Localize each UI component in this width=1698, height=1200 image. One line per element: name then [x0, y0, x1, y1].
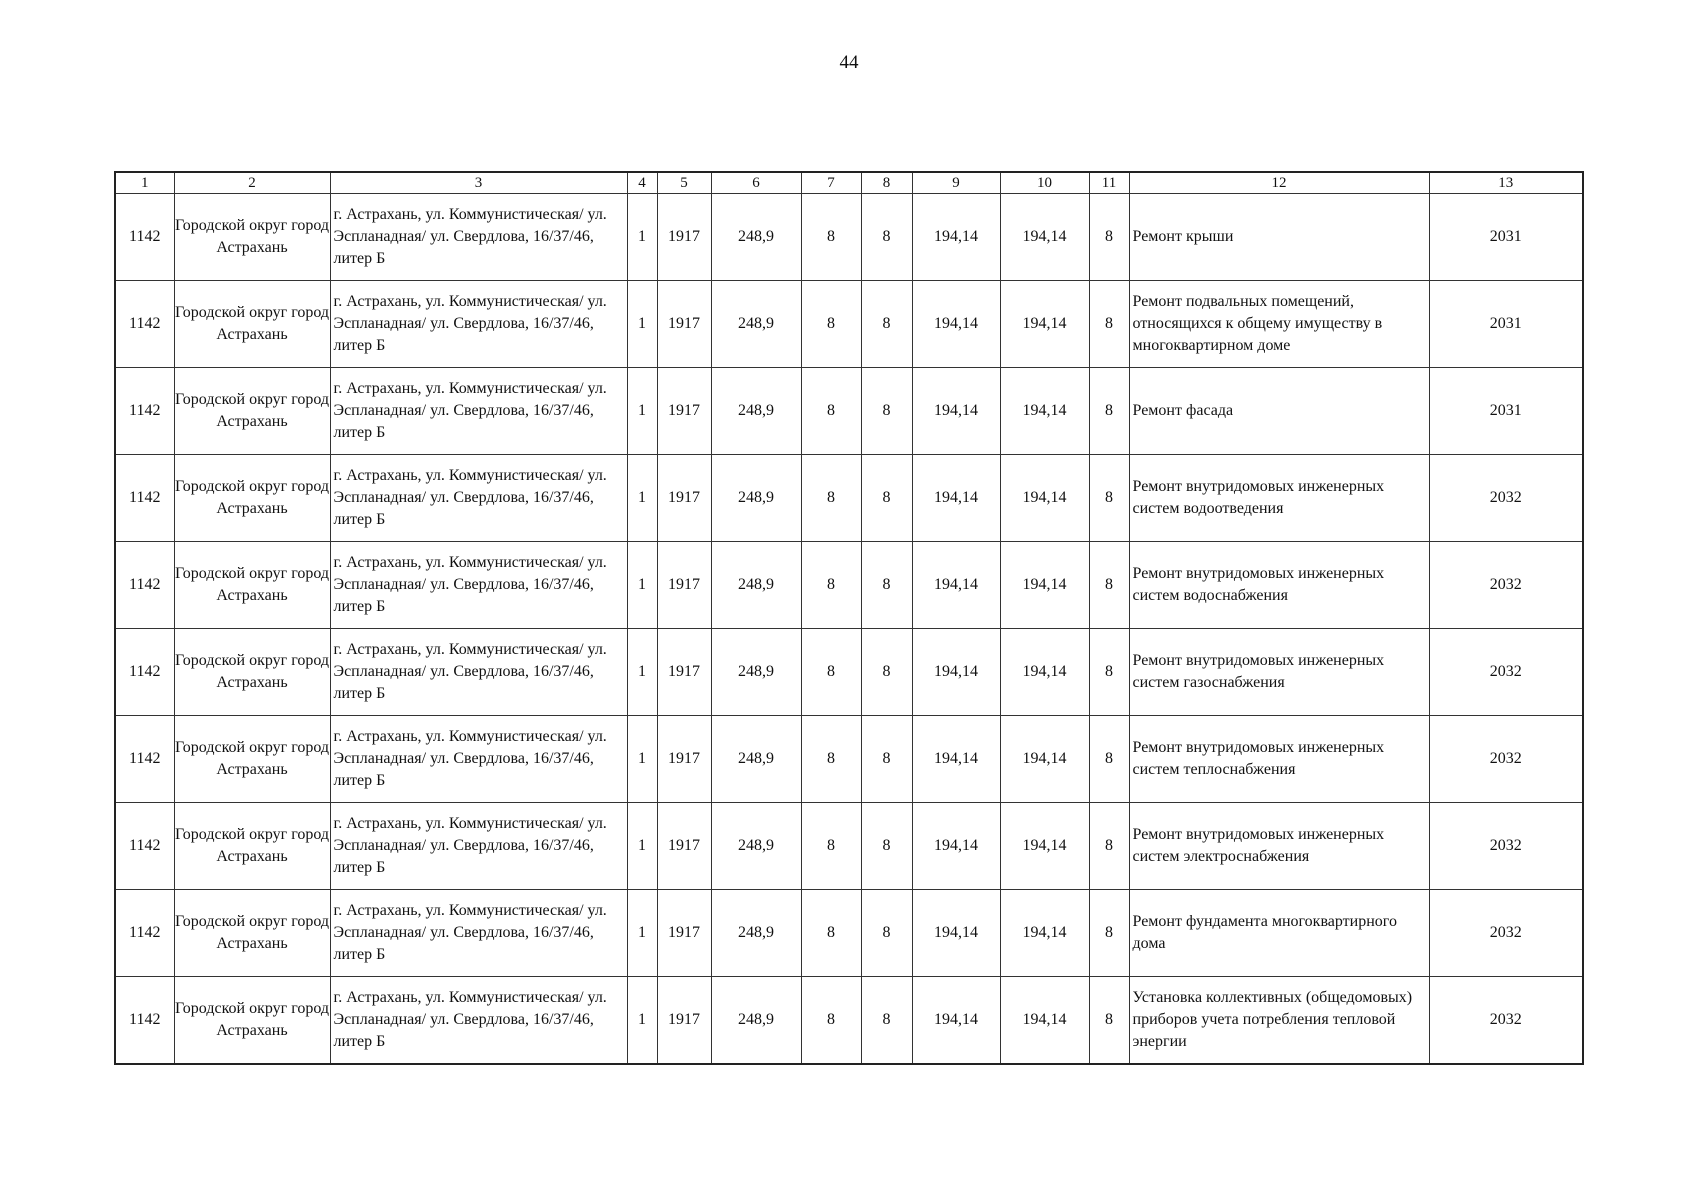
planned-year-cell	[1429, 803, 1583, 890]
planned-year-cell-text: 2032	[1489, 489, 1522, 506]
municipality-cell	[174, 542, 330, 629]
planned-year-cell	[1429, 368, 1583, 455]
column-10-cell	[1000, 368, 1089, 455]
column-10-cell-text: 194,14	[1022, 663, 1067, 680]
column-8-cell-text: 8	[882, 489, 891, 506]
area-cell-text: 248,9	[738, 489, 774, 506]
municipality-cell	[174, 977, 330, 1064]
planned-year-cell-text: 2031	[1489, 315, 1522, 332]
column-10-cell	[1000, 194, 1089, 281]
column-11-cell-text: 8	[1105, 1010, 1113, 1028]
table-row	[115, 455, 1583, 542]
area-cell	[711, 977, 801, 1064]
row-id-cell	[115, 455, 174, 542]
address-cell	[330, 368, 627, 455]
column-9-cell-text: 194,14	[934, 315, 978, 332]
address-cell-text: г. Астрахань, ул. Коммунистическая/ ул. Эспланадная/ ул. Свердлова, 16/37/46, литер Б	[333, 728, 607, 789]
column-11-cell-text: 8	[1105, 750, 1113, 767]
column-number-header: 13	[1429, 172, 1583, 194]
table-row	[115, 803, 1583, 890]
column-11-cell	[1089, 629, 1129, 716]
planned-year-cell-text: 2031	[1489, 228, 1522, 245]
address-cell	[330, 281, 627, 368]
column-10-cell-text: 194,14	[1022, 1010, 1067, 1028]
row-id-cell	[115, 542, 174, 629]
column-number-header: 2	[174, 172, 330, 194]
column-number-header: 1	[115, 172, 174, 194]
column-7-cell-text: 8	[827, 1010, 835, 1028]
table-row	[115, 716, 1583, 803]
column-4-cell-text: 1	[638, 1010, 646, 1028]
area-cell-text: 248,9	[738, 228, 774, 245]
column-7-cell	[801, 890, 861, 977]
area-cell	[711, 716, 801, 803]
column-11-cell	[1089, 890, 1129, 977]
capital-repair-table	[114, 171, 1584, 1065]
column-9-cell-text: 194,14	[934, 402, 978, 419]
municipality-cell	[174, 455, 330, 542]
work-type-cell-text: Ремонт внутридомовых инженерных систем газоснабжения	[1132, 652, 1385, 691]
area-cell-text: 248,9	[738, 663, 774, 680]
municipality-cell	[174, 716, 330, 803]
row-id-cell-text: 1142	[129, 402, 161, 419]
column-8-cell	[861, 542, 912, 629]
year-cell	[657, 542, 711, 629]
planned-year-cell-text: 2032	[1489, 750, 1522, 767]
column-11-cell	[1089, 194, 1129, 281]
planned-year-cell-text: 2032	[1489, 1010, 1522, 1028]
table-row	[115, 281, 1583, 368]
column-11-cell	[1089, 803, 1129, 890]
work-type-cell	[1129, 803, 1429, 890]
year-cell	[657, 803, 711, 890]
work-type-cell-text: Ремонт фасада	[1132, 402, 1234, 419]
column-7-cell-text: 8	[827, 315, 835, 332]
municipality-cell	[174, 629, 330, 716]
column-number-header: 12	[1129, 172, 1429, 194]
column-11-cell-text: 8	[1105, 837, 1113, 854]
address-cell-text: г. Астрахань, ул. Коммунистическая/ ул. Эспланадная/ ул. Свердлова, 16/37/46, литер Б	[333, 554, 607, 615]
column-number-header: 7	[801, 172, 861, 194]
planned-year-cell	[1429, 542, 1583, 629]
area-cell	[711, 803, 801, 890]
column-11-cell	[1089, 368, 1129, 455]
municipality-cell-text: Городской округ город Астрахань	[174, 652, 330, 691]
address-cell	[330, 716, 627, 803]
table-row	[115, 629, 1583, 716]
work-type-cell	[1129, 194, 1429, 281]
year-cell-text: 1917	[668, 750, 700, 767]
planned-year-cell-text: 2031	[1489, 402, 1522, 419]
column-11-cell	[1089, 542, 1129, 629]
work-type-cell-text: Ремонт внутридомовых инженерных систем теплоснабжения	[1132, 739, 1385, 778]
address-cell-text: г. Астрахань, ул. Коммунистическая/ ул. Эспланадная/ ул. Свердлова, 16/37/46, литер Б	[333, 467, 607, 528]
row-id-cell-text: 1142	[129, 489, 161, 506]
municipality-cell	[174, 890, 330, 977]
column-8-cell	[861, 455, 912, 542]
column-10-cell	[1000, 629, 1089, 716]
area-cell-text: 248,9	[738, 924, 774, 941]
column-4-cell-text: 1	[638, 489, 646, 506]
row-id-cell-text: 1142	[129, 576, 161, 593]
column-9-cell-text: 194,14	[934, 489, 978, 506]
column-9-cell	[912, 281, 1000, 368]
column-4-cell	[627, 194, 657, 281]
column-9-cell-text: 194,14	[934, 924, 978, 941]
table-row	[115, 542, 1583, 629]
column-11-cell-text: 8	[1105, 228, 1113, 245]
column-11-cell-text: 8	[1105, 576, 1113, 593]
column-7-cell-text: 8	[827, 663, 835, 680]
address-cell	[330, 803, 627, 890]
column-7-cell	[801, 368, 861, 455]
column-9-cell	[912, 542, 1000, 629]
column-9-cell-text: 194,14	[934, 1010, 978, 1028]
year-cell	[657, 194, 711, 281]
column-9-cell	[912, 803, 1000, 890]
column-8-cell-text: 8	[882, 663, 891, 680]
column-4-cell-text: 1	[638, 402, 646, 419]
column-7-cell	[801, 629, 861, 716]
address-cell-text: г. Астрахань, ул. Коммунистическая/ ул. Эспланадная/ ул. Свердлова, 16/37/46, литер Б	[333, 641, 607, 702]
work-type-cell	[1129, 977, 1429, 1064]
column-8-cell	[861, 716, 912, 803]
row-id-cell	[115, 629, 174, 716]
area-cell-text: 248,9	[738, 576, 774, 593]
column-4-cell-text: 1	[638, 663, 646, 680]
column-4-cell	[627, 455, 657, 542]
column-4-cell	[627, 542, 657, 629]
municipality-cell	[174, 368, 330, 455]
planned-year-cell	[1429, 716, 1583, 803]
column-11-cell	[1089, 977, 1129, 1064]
year-cell-text: 1917	[668, 576, 700, 593]
planned-year-cell-text: 2032	[1489, 837, 1522, 854]
column-7-cell-text: 8	[827, 837, 835, 854]
column-9-cell	[912, 629, 1000, 716]
column-8-cell-text: 8	[882, 924, 891, 941]
column-7-cell	[801, 194, 861, 281]
column-8-cell	[861, 281, 912, 368]
column-10-cell-text: 194,14	[1022, 402, 1067, 419]
year-cell-text: 1917	[668, 663, 700, 680]
row-id-cell	[115, 977, 174, 1064]
column-7-cell	[801, 716, 861, 803]
area-cell-text: 248,9	[738, 315, 774, 332]
planned-year-cell	[1429, 194, 1583, 281]
column-4-cell-text: 1	[638, 315, 646, 332]
column-4-cell-text: 1	[638, 750, 646, 767]
column-11-cell	[1089, 281, 1129, 368]
year-cell-text: 1917	[668, 402, 700, 419]
column-8-cell-text: 8	[882, 228, 891, 245]
address-cell	[330, 542, 627, 629]
column-4-cell	[627, 803, 657, 890]
year-cell	[657, 716, 711, 803]
planned-year-cell	[1429, 977, 1583, 1064]
area-cell	[711, 629, 801, 716]
column-9-cell	[912, 716, 1000, 803]
column-7-cell	[801, 803, 861, 890]
row-id-cell-text: 1142	[129, 924, 161, 941]
planned-year-cell	[1429, 890, 1583, 977]
area-cell-text: 248,9	[738, 1010, 774, 1028]
address-cell-text: г. Астрахань, ул. Коммунистическая/ ул. Эспланадная/ ул. Свердлова, 16/37/46, литер Б	[333, 206, 607, 267]
municipality-cell-text: Городской округ город Астрахань	[174, 217, 330, 256]
area-cell-text: 248,9	[738, 837, 774, 854]
municipality-cell-text: Городской округ город Астрахань	[174, 826, 330, 865]
planned-year-cell	[1429, 455, 1583, 542]
column-11-cell	[1089, 716, 1129, 803]
column-7-cell	[801, 542, 861, 629]
year-cell-text: 1917	[668, 1010, 700, 1028]
row-id-cell	[115, 194, 174, 281]
planned-year-cell-text: 2032	[1489, 924, 1522, 941]
column-10-cell	[1000, 977, 1089, 1064]
work-type-cell	[1129, 890, 1429, 977]
column-4-cell-text: 1	[638, 228, 646, 245]
work-type-cell-text: Ремонт внутридомовых инженерных систем электроснабжения	[1132, 826, 1385, 865]
column-11-cell-text: 8	[1105, 924, 1113, 941]
column-9-cell	[912, 977, 1000, 1064]
column-8-cell-text: 8	[882, 315, 891, 332]
area-cell	[711, 542, 801, 629]
municipality-cell-text: Городской округ город Астрахань	[174, 304, 330, 343]
municipality-cell	[174, 194, 330, 281]
work-type-cell-text: Ремонт внутридомовых инженерных систем водоотведения	[1132, 478, 1385, 517]
row-id-cell	[115, 281, 174, 368]
column-10-cell-text: 194,14	[1022, 837, 1067, 854]
address-cell	[330, 194, 627, 281]
column-4-cell	[627, 977, 657, 1064]
year-cell	[657, 281, 711, 368]
work-type-cell-text: Ремонт подвальных помещений, относящихся к общему имуществу в многоквартирном доме	[1132, 293, 1383, 354]
page-number: 44	[839, 52, 859, 73]
municipality-cell-text: Городской округ город Астрахань	[174, 391, 330, 430]
column-number-header: 11	[1089, 172, 1129, 194]
column-4-cell	[627, 890, 657, 977]
column-4-cell	[627, 716, 657, 803]
area-cell	[711, 281, 801, 368]
address-cell	[330, 455, 627, 542]
row-id-cell	[115, 890, 174, 977]
work-type-cell	[1129, 629, 1429, 716]
planned-year-cell	[1429, 281, 1583, 368]
column-10-cell	[1000, 803, 1089, 890]
column-10-cell-text: 194,14	[1022, 750, 1067, 767]
year-cell-text: 1917	[668, 837, 700, 854]
work-type-cell	[1129, 281, 1429, 368]
column-4-cell	[627, 368, 657, 455]
table-row	[115, 194, 1583, 281]
address-cell	[330, 890, 627, 977]
municipality-cell	[174, 803, 330, 890]
row-id-cell-text: 1142	[129, 228, 161, 245]
work-type-cell-text: Ремонт фундамента многоквартирного дома	[1132, 913, 1397, 952]
municipality-cell	[174, 281, 330, 368]
year-cell	[657, 890, 711, 977]
column-7-cell-text: 8	[827, 750, 835, 767]
area-cell	[711, 455, 801, 542]
work-type-cell-text: Ремонт крыши	[1132, 228, 1234, 245]
column-8-cell	[861, 194, 912, 281]
work-type-cell	[1129, 368, 1429, 455]
work-type-cell-text: Ремонт внутридомовых инженерных систем водоснабжения	[1132, 565, 1385, 604]
column-7-cell-text: 8	[827, 924, 835, 941]
address-cell-text: г. Астрахань, ул. Коммунистическая/ ул. Эспланадная/ ул. Свердлова, 16/37/46, литер Б	[333, 293, 607, 354]
work-type-cell-text: Установка коллективных (общедомовых) приборов учета потребления тепловой энергии	[1132, 988, 1413, 1050]
address-cell-text: г. Астрахань, ул. Коммунистическая/ ул. Эспланадная/ ул. Свердлова, 16/37/46, литер Б	[333, 902, 607, 963]
column-10-cell-text: 194,14	[1022, 489, 1067, 506]
year-cell-text: 1917	[668, 228, 700, 245]
column-11-cell-text: 8	[1105, 315, 1113, 332]
row-id-cell-text: 1142	[129, 1010, 161, 1028]
column-11-cell-text: 8	[1105, 663, 1113, 680]
area-cell	[711, 194, 801, 281]
column-8-cell	[861, 977, 912, 1064]
column-number-header: 3	[330, 172, 627, 194]
column-9-cell-text: 194,14	[934, 228, 978, 245]
column-7-cell-text: 8	[827, 576, 835, 593]
municipality-cell-text: Городской округ город Астрахань	[174, 478, 330, 517]
planned-year-cell-text: 2032	[1489, 663, 1522, 680]
row-id-cell-text: 1142	[129, 315, 161, 332]
work-type-cell	[1129, 542, 1429, 629]
municipality-cell-text: Городской округ город Астрахань	[174, 999, 330, 1039]
area-cell-text: 248,9	[738, 402, 774, 419]
row-id-cell	[115, 803, 174, 890]
column-8-cell	[861, 368, 912, 455]
address-cell-text: г. Астрахань, ул. Коммунистическая/ ул. Эспланадная/ ул. Свердлова, 16/37/46, литер Б	[333, 815, 607, 876]
column-10-cell	[1000, 716, 1089, 803]
column-9-cell	[912, 368, 1000, 455]
row-id-cell-text: 1142	[129, 750, 161, 767]
column-4-cell	[627, 629, 657, 716]
column-10-cell-text: 194,14	[1022, 924, 1067, 941]
address-cell-text: г. Астрахань, ул. Коммунистическая/ ул. Эспланадная/ ул. Свердлова, 16/37/46, литер Б	[333, 988, 607, 1050]
column-8-cell-text: 8	[882, 402, 891, 419]
column-8-cell-text: 8	[882, 837, 891, 854]
year-cell	[657, 368, 711, 455]
table-body	[115, 194, 1583, 1064]
column-10-cell-text: 194,14	[1022, 576, 1067, 593]
column-number-header-row	[115, 172, 1583, 194]
address-cell	[330, 629, 627, 716]
area-cell-text: 248,9	[738, 750, 774, 767]
row-id-cell	[115, 716, 174, 803]
year-cell-text: 1917	[668, 489, 700, 506]
column-8-cell	[861, 629, 912, 716]
column-number-header: 10	[1000, 172, 1089, 194]
row-id-cell-text: 1142	[129, 837, 161, 854]
column-10-cell	[1000, 890, 1089, 977]
column-number-header: 5	[657, 172, 711, 194]
year-cell-text: 1917	[668, 315, 700, 332]
column-7-cell	[801, 977, 861, 1064]
year-cell-text: 1917	[668, 924, 700, 941]
column-10-cell-text: 194,14	[1022, 315, 1067, 332]
address-cell-text: г. Астрахань, ул. Коммунистическая/ ул. Эспланадная/ ул. Свердлова, 16/37/46, литер Б	[333, 380, 607, 441]
column-8-cell-text: 8	[882, 750, 891, 767]
year-cell	[657, 455, 711, 542]
column-11-cell	[1089, 455, 1129, 542]
column-number-header: 8	[861, 172, 912, 194]
planned-year-cell	[1429, 629, 1583, 716]
column-9-cell	[912, 890, 1000, 977]
column-7-cell-text: 8	[827, 489, 835, 506]
year-cell	[657, 977, 711, 1064]
municipality-cell-text: Городской округ город Астрахань	[174, 913, 330, 952]
column-number-header: 4	[627, 172, 657, 194]
column-8-cell-text: 8	[882, 576, 891, 593]
column-number-header: 6	[711, 172, 801, 194]
table-row	[115, 890, 1583, 977]
area-cell	[711, 890, 801, 977]
work-type-cell	[1129, 455, 1429, 542]
column-4-cell-text: 1	[638, 837, 646, 854]
work-type-cell	[1129, 716, 1429, 803]
address-cell	[330, 977, 627, 1064]
municipality-cell-text: Городской округ город Астрахань	[174, 739, 330, 778]
municipality-cell-text: Городской округ город Астрахань	[174, 565, 330, 604]
row-id-cell-text: 1142	[129, 663, 161, 680]
table-row	[115, 977, 1583, 1064]
column-9-cell-text: 194,14	[934, 663, 978, 680]
column-10-cell	[1000, 281, 1089, 368]
column-4-cell-text: 1	[638, 924, 646, 941]
column-11-cell-text: 8	[1105, 489, 1113, 506]
column-9-cell-text: 194,14	[934, 750, 978, 767]
column-8-cell	[861, 803, 912, 890]
year-cell	[657, 629, 711, 716]
column-9-cell-text: 194,14	[934, 837, 978, 854]
column-7-cell-text: 8	[827, 228, 835, 245]
column-10-cell-text: 194,14	[1022, 228, 1067, 245]
column-10-cell	[1000, 455, 1089, 542]
column-8-cell-text: 8	[882, 1010, 891, 1028]
column-number-header: 9	[912, 172, 1000, 194]
area-cell	[711, 368, 801, 455]
table-row	[115, 368, 1583, 455]
column-8-cell	[861, 890, 912, 977]
column-9-cell-text: 194,14	[934, 576, 978, 593]
column-4-cell	[627, 281, 657, 368]
column-7-cell	[801, 281, 861, 368]
column-7-cell-text: 8	[827, 402, 835, 419]
column-7-cell	[801, 455, 861, 542]
column-4-cell-text: 1	[638, 576, 646, 593]
planned-year-cell-text: 2032	[1489, 576, 1522, 593]
row-id-cell	[115, 368, 174, 455]
column-9-cell	[912, 455, 1000, 542]
column-11-cell-text: 8	[1105, 402, 1113, 419]
column-9-cell	[912, 194, 1000, 281]
column-10-cell	[1000, 542, 1089, 629]
